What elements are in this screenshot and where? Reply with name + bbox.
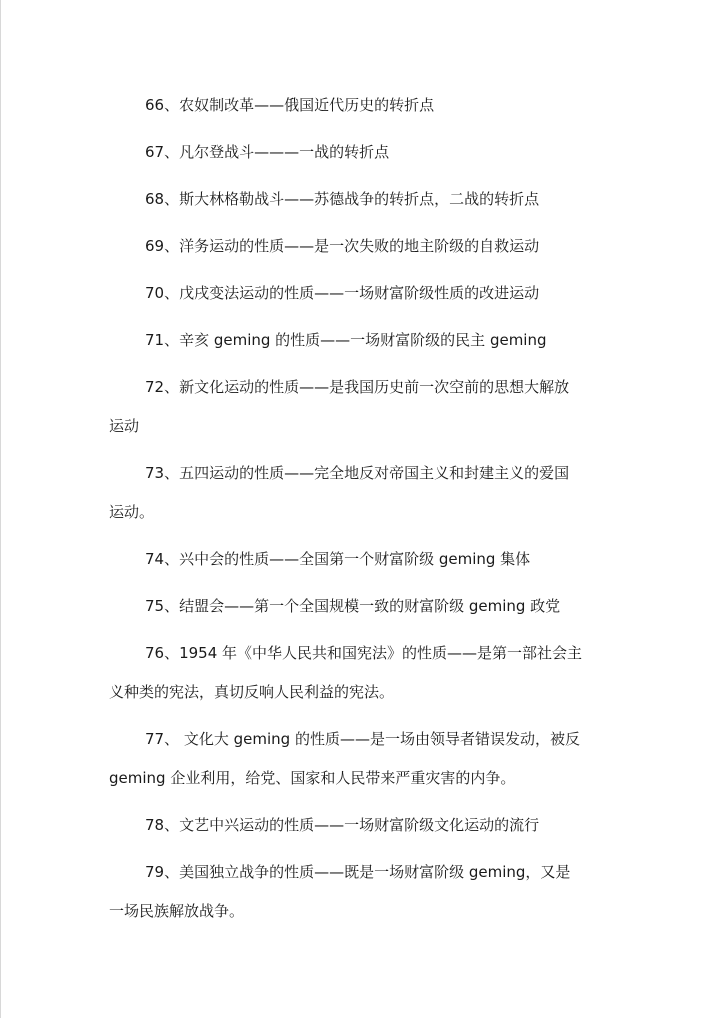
paragraph-72: 72、新文化运动的性质——是我国历史前一次空前的思想大解放运动 [109, 378, 570, 435]
paragraph-79: 79、美国独立战争的性质——既是一场财富阶级 geming，又是一场民族解放战争。 [109, 863, 571, 920]
paragraph-74: 74、兴中会的性质——全国第一个财富阶级 geming 集体 [145, 550, 531, 568]
paragraph-66: 66、农奴制改革——俄国近代历史的转折点 [145, 96, 435, 114]
paragraph-75: 75、结盟会——第一个全国规模一致的财富阶级 geming 政党 [145, 597, 561, 615]
paragraph-78: 78、文艺中兴运动的性质——一场财富阶级文化运动的流行 [145, 816, 540, 834]
paragraph-77: 77、 文化大 geming 的性质——是一场由领导者错误发动，被反 geming 企业利用，给党、国家和人民带来严重灾害的内争。 [109, 730, 580, 787]
paragraph-68: 68、斯大林格勒战斗——苏德战争的转折点，二战的转折点 [145, 190, 540, 208]
paragraph-76: 76、1954 年《中华人民共和国宪法》的性质——是第一部社会主义种类的宪法，真切反响人民利益的宪法。 [109, 644, 583, 701]
paragraph-67: 67、凡尔登战斗———一战的转折点 [145, 143, 390, 161]
paragraph-69: 69、洋务运动的性质——是一次失败的地主阶级的自救运动 [145, 237, 540, 255]
document-body [109, 86, 583, 939]
paragraph-71: 71、辛亥 geming 的性质——一场财富阶级的民主 geming [145, 331, 547, 349]
paragraph-70: 70、戊戌变法运动的性质——一场财富阶级性质的改进运动 [145, 284, 540, 302]
paragraph-73: 73、五四运动的性质——完全地反对帝国主义和封建主义的爱国运动。 [109, 464, 570, 521]
